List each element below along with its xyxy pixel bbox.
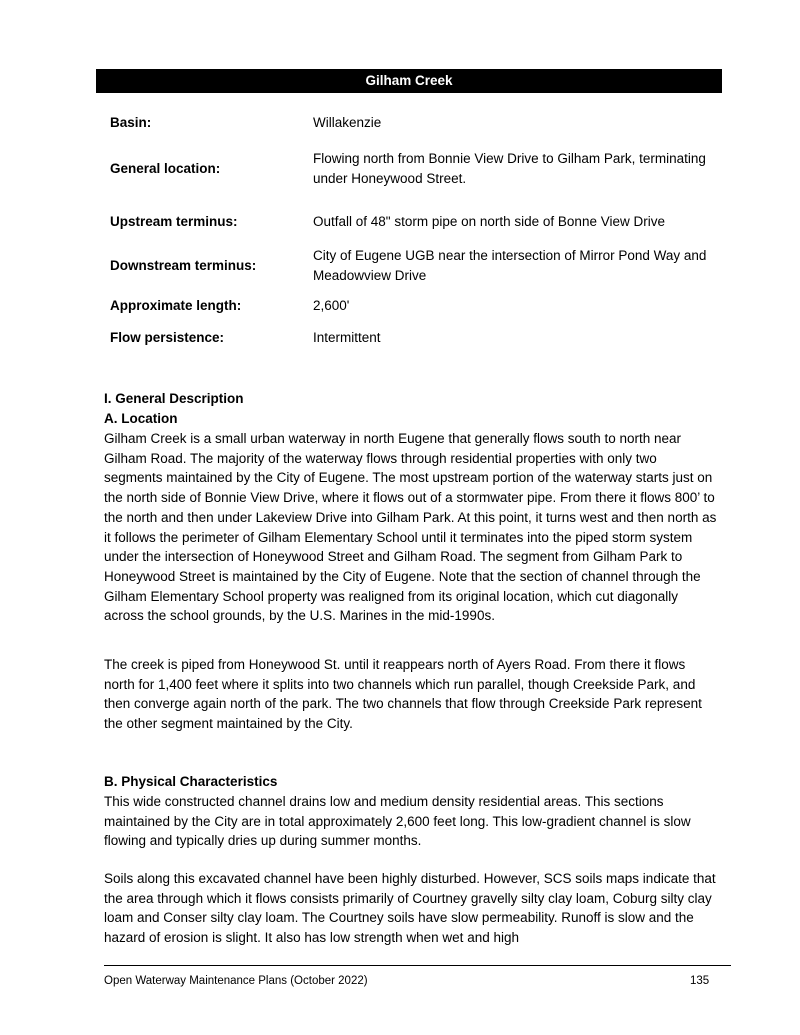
- info-value: Outfall of 48" storm pipe on north side of Bonne View Drive: [313, 214, 665, 229]
- footer-divider: [104, 965, 731, 966]
- info-label: Upstream terminus:: [110, 214, 238, 229]
- paragraph-location-2: The creek is piped from Honeywood St. until it reappears north of Ayers Road. From there it flows north for 1,400 feet where it splits into two channels which run parallel, though Creekside Park, and then converge again north of the park. The two channels that flow through Creekside Park represent the other segment maintained by the City.: [104, 657, 702, 732]
- section-heading: I. General Description: [104, 391, 244, 406]
- info-label: Flow persistence:: [110, 330, 225, 345]
- info-label: Approximate length:: [110, 298, 242, 313]
- subheading-physical: B. Physical Characteristics: [104, 774, 278, 789]
- paragraph-physical-1: This wide constructed channel drains low and medium density residential areas. This sections maintained by the City are in total approximately 2,600 feet long. This low-gradient channel is slow flowing and typically dries up during summer months.: [104, 794, 691, 849]
- section-title: Gilham Creek: [365, 73, 453, 88]
- info-value: Willakenzie: [313, 115, 382, 130]
- paragraph-physical-2: Soils along this excavated channel have been highly disturbed. However, SCS soils maps indicate that the area through which it flows consists primarily of Courtney gravelly silty clay loam, Coburg silty clay loam and Conser silty clay loam. The Courtney soils have slow permeability. Runoff is slow and the hazard of erosion is slight. It also has low strength when wet and high: [104, 871, 716, 946]
- subheading-location: A. Location: [104, 411, 178, 426]
- info-value: Intermittent: [313, 330, 381, 345]
- info-label: Basin:: [110, 115, 152, 130]
- footer-document-title: Open Waterway Maintenance Plans (October 2022): [104, 975, 368, 987]
- info-value: City of Eugene UGB near the intersection of Mirror Pond Way and Meadowview Drive: [313, 248, 707, 283]
- paragraph-location-1: Gilham Creek is a small urban waterway in north Eugene that generally flows south to north near Gilham Road. The majority of the waterway flows through residential properties with only two segments maintained by the City of Eugene. The most upstream portion of the waterway starts just on the north side of Bonnie View Drive, where it flows out of a stormwater pipe. From there it flows 800’ to the north and then under Lakeview Drive into Gilham Park. At this point, it turns west and then north as it follows the perimeter of Gilham Elementary School until it terminates into the piped storm system under the intersection of Honeywood Street and Gilham Road. The segment from Gilham Park to Honeywood Street is maintained by the City of Eugene. Note that the section of channel through the Gilham Elementary School property was realigned from its original location, which cut diagonally across the school grounds, by the U.S. Marines in the mid-1990s.: [104, 431, 717, 624]
- info-label: Downstream terminus:: [110, 258, 257, 273]
- info-label: General location:: [110, 161, 221, 176]
- info-value: 2,600': [313, 298, 350, 313]
- section-title-bar: [96, 69, 722, 93]
- info-value: Flowing north from Bonnie View Drive to Gilham Park, terminating under Honeywood Street.: [313, 151, 706, 186]
- page-number: 135: [690, 975, 710, 987]
